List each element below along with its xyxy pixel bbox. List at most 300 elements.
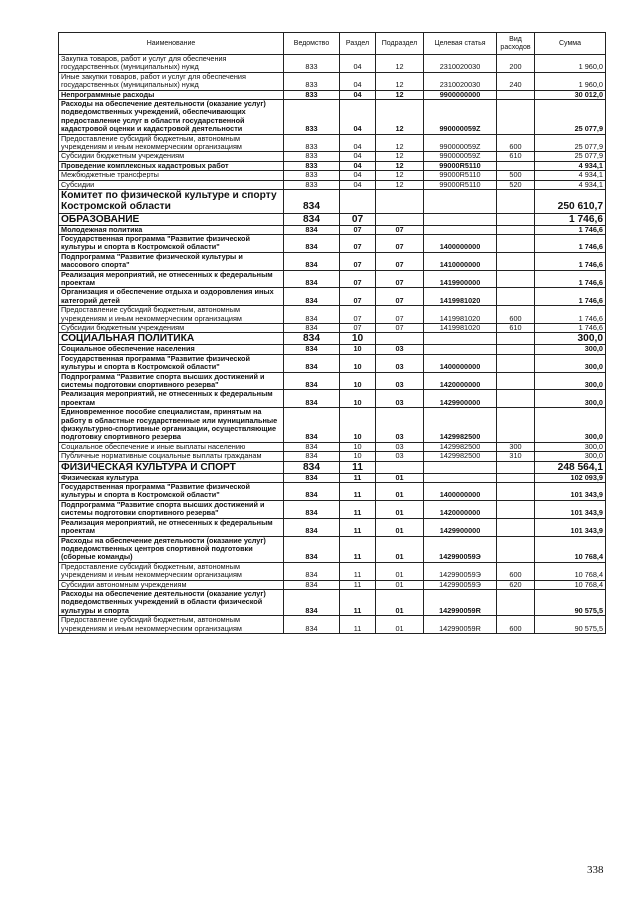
cell-razdel: 10 bbox=[340, 452, 376, 461]
table-row bbox=[59, 72, 606, 90]
cell-target-article: 99000R5110 bbox=[424, 171, 497, 180]
cell-podrazdel: 12 bbox=[376, 180, 424, 189]
cell-target-article: 1429982500 bbox=[424, 442, 497, 451]
cell-razdel: 10 bbox=[340, 442, 376, 451]
cell-podrazdel: 12 bbox=[376, 152, 424, 161]
cell-podrazdel: 03 bbox=[376, 452, 424, 461]
cell-expense-type: 610 bbox=[497, 152, 535, 161]
cell-razdel: 07 bbox=[340, 270, 376, 288]
cell-ved: 834 bbox=[284, 473, 340, 482]
cell-expense-type: 300 bbox=[497, 442, 535, 451]
cell-razdel: 04 bbox=[340, 100, 376, 135]
table-row bbox=[59, 213, 606, 225]
table-row bbox=[59, 589, 606, 615]
cell-name: Молодежная политика bbox=[59, 225, 284, 234]
cell-expense-type: 610 bbox=[497, 323, 535, 332]
cell-expense-type: 520 bbox=[497, 180, 535, 189]
cell-target-article: 142990059R bbox=[424, 589, 497, 615]
cell-podrazdel: 12 bbox=[376, 134, 424, 152]
cell-name: Расходы на обеспечение деятельности (оказание услуг) подведомственных учреждений, обеспечивающих предоставление услуг в области государственной кадастровой оценки и кадастровой деятельности bbox=[59, 100, 284, 135]
cell-razdel bbox=[340, 190, 376, 213]
cell-target-article: 1429982500 bbox=[424, 408, 497, 443]
cell-podrazdel: 01 bbox=[376, 562, 424, 580]
cell-podrazdel bbox=[376, 213, 424, 225]
cell-razdel: 10 bbox=[340, 408, 376, 443]
cell-sum: 101 343,9 bbox=[535, 518, 606, 536]
cell-sum: 10 768,4 bbox=[535, 580, 606, 589]
cell-podrazdel: 01 bbox=[376, 518, 424, 536]
cell-target-article: 1400000000 bbox=[424, 354, 497, 372]
cell-sum: 300,0 bbox=[535, 452, 606, 461]
cell-sum: 25 077,9 bbox=[535, 134, 606, 152]
cell-podrazdel: 12 bbox=[376, 55, 424, 73]
cell-sum: 300,0 bbox=[535, 354, 606, 372]
table-row bbox=[59, 152, 606, 161]
cell-name: Предоставление субсидий бюджетным, автономным учреждениям и иным некоммерческим организациям bbox=[59, 134, 284, 152]
cell-ved: 834 bbox=[284, 589, 340, 615]
cell-sum: 90 575,5 bbox=[535, 589, 606, 615]
cell-sum: 300,0 bbox=[535, 345, 606, 354]
cell-podrazdel: 01 bbox=[376, 483, 424, 501]
cell-razdel: 07 bbox=[340, 225, 376, 234]
cell-ved: 834 bbox=[284, 518, 340, 536]
cell-ved: 834 bbox=[284, 372, 340, 390]
cell-name: Реализация мероприятий, не отнесенных к федеральным проектам bbox=[59, 270, 284, 288]
table-row bbox=[59, 500, 606, 518]
page-number: 338 bbox=[587, 864, 604, 876]
cell-podrazdel: 12 bbox=[376, 161, 424, 170]
cell-razdel: 04 bbox=[340, 90, 376, 99]
cell-razdel: 04 bbox=[340, 180, 376, 189]
cell-target-article: 990000059Z bbox=[424, 100, 497, 135]
cell-razdel: 10 bbox=[340, 345, 376, 354]
cell-target-article: 142990059Э bbox=[424, 562, 497, 580]
cell-expense-type: 240 bbox=[497, 72, 535, 90]
cell-sum: 1 746,6 bbox=[535, 288, 606, 306]
cell-name: Государственная программа "Развитие физической культуры и спорта в Костромской области" bbox=[59, 483, 284, 501]
table-row bbox=[59, 90, 606, 99]
table-row bbox=[59, 580, 606, 589]
cell-name: Субсидии бюджетным учреждениям bbox=[59, 323, 284, 332]
cell-expense-type bbox=[497, 190, 535, 213]
cell-podrazdel: 03 bbox=[376, 372, 424, 390]
col-header-podrazdel: Подраздел bbox=[376, 33, 424, 55]
table-row bbox=[59, 252, 606, 270]
table-row bbox=[59, 333, 606, 345]
cell-sum: 300,0 bbox=[535, 442, 606, 451]
cell-target-article bbox=[424, 461, 497, 473]
cell-expense-type bbox=[497, 390, 535, 408]
cell-expense-type bbox=[497, 252, 535, 270]
cell-ved: 833 bbox=[284, 90, 340, 99]
cell-expense-type bbox=[497, 333, 535, 345]
budget-table bbox=[58, 32, 606, 634]
cell-target-article: 99000R5110 bbox=[424, 161, 497, 170]
table-row bbox=[59, 442, 606, 451]
table-row bbox=[59, 306, 606, 324]
cell-target-article: 1419981020 bbox=[424, 306, 497, 324]
cell-sum: 10 768,4 bbox=[535, 536, 606, 562]
cell-target-article: 2310020030 bbox=[424, 55, 497, 73]
cell-ved: 834 bbox=[284, 288, 340, 306]
cell-target-article: 142990059Э bbox=[424, 580, 497, 589]
cell-target-article bbox=[424, 345, 497, 354]
cell-sum: 101 343,9 bbox=[535, 483, 606, 501]
cell-target-article: 1419900000 bbox=[424, 270, 497, 288]
cell-expense-type bbox=[497, 354, 535, 372]
cell-razdel: 04 bbox=[340, 55, 376, 73]
cell-sum: 1 746,6 bbox=[535, 323, 606, 332]
cell-razdel: 07 bbox=[340, 306, 376, 324]
cell-target-article: 990000059Z bbox=[424, 152, 497, 161]
cell-podrazdel: 01 bbox=[376, 473, 424, 482]
cell-razdel: 10 bbox=[340, 372, 376, 390]
cell-expense-type bbox=[497, 473, 535, 482]
cell-razdel: 11 bbox=[340, 616, 376, 634]
cell-podrazdel: 07 bbox=[376, 288, 424, 306]
cell-target-article: 990000059Z bbox=[424, 134, 497, 152]
cell-sum: 4 934,1 bbox=[535, 171, 606, 180]
cell-name: Непрограммные расходы bbox=[59, 90, 284, 99]
cell-podrazdel bbox=[376, 190, 424, 213]
cell-name: ОБРАЗОВАНИЕ bbox=[59, 213, 284, 225]
cell-target-article bbox=[424, 473, 497, 482]
cell-podrazdel: 01 bbox=[376, 589, 424, 615]
cell-sum: 10 768,4 bbox=[535, 562, 606, 580]
cell-expense-type bbox=[497, 372, 535, 390]
cell-razdel: 07 bbox=[340, 323, 376, 332]
cell-expense-type bbox=[497, 234, 535, 252]
cell-podrazdel: 07 bbox=[376, 225, 424, 234]
cell-razdel: 10 bbox=[340, 354, 376, 372]
cell-ved: 834 bbox=[284, 536, 340, 562]
cell-ved: 833 bbox=[284, 134, 340, 152]
cell-name: Комитет по физической культуре и спорту Костромской области bbox=[59, 190, 284, 213]
cell-ved: 834 bbox=[284, 442, 340, 451]
table-row bbox=[59, 225, 606, 234]
cell-ved: 834 bbox=[284, 190, 340, 213]
cell-podrazdel: 03 bbox=[376, 354, 424, 372]
cell-ved: 834 bbox=[284, 354, 340, 372]
cell-expense-type bbox=[497, 345, 535, 354]
cell-name: Социальное обеспечение и иные выплаты населению bbox=[59, 442, 284, 451]
table-row bbox=[59, 345, 606, 354]
table-row bbox=[59, 408, 606, 443]
cell-expense-type bbox=[497, 483, 535, 501]
cell-ved: 834 bbox=[284, 345, 340, 354]
cell-ved: 833 bbox=[284, 180, 340, 189]
cell-expense-type bbox=[497, 225, 535, 234]
cell-ved: 833 bbox=[284, 100, 340, 135]
cell-ved: 834 bbox=[284, 213, 340, 225]
cell-target-article: 1429900000 bbox=[424, 518, 497, 536]
cell-razdel: 07 bbox=[340, 234, 376, 252]
cell-razdel: 04 bbox=[340, 171, 376, 180]
cell-expense-type bbox=[497, 100, 535, 135]
cell-podrazdel: 03 bbox=[376, 408, 424, 443]
cell-target-article: 1410000000 bbox=[424, 252, 497, 270]
table-header-row bbox=[59, 33, 606, 55]
cell-name: Расходы на обеспечение деятельности (оказание услуг) подведомственных центров спортивной подготовки (сборные команды) bbox=[59, 536, 284, 562]
cell-name: Государственная программа "Развитие физической культуры и спорта в Костромской области" bbox=[59, 234, 284, 252]
budget-page bbox=[58, 32, 605, 634]
cell-expense-type: 500 bbox=[497, 171, 535, 180]
cell-podrazdel: 01 bbox=[376, 536, 424, 562]
table-row bbox=[59, 390, 606, 408]
cell-name: Проведение комплексных кадастровых работ bbox=[59, 161, 284, 170]
table-row bbox=[59, 473, 606, 482]
cell-razdel: 11 bbox=[340, 518, 376, 536]
cell-name: СОЦИАЛЬНАЯ ПОЛИТИКА bbox=[59, 333, 284, 345]
table-row bbox=[59, 288, 606, 306]
cell-expense-type: 620 bbox=[497, 580, 535, 589]
cell-expense-type: 600 bbox=[497, 616, 535, 634]
table-row bbox=[59, 270, 606, 288]
cell-name: Физическая культура bbox=[59, 473, 284, 482]
cell-sum: 1 746,6 bbox=[535, 225, 606, 234]
cell-ved: 834 bbox=[284, 452, 340, 461]
cell-name: Единовременное пособие специалистам, принятым на работу в областные государственные или муниципальные физкультурно-спортивные организации, осуществляющие подготовку спортивного резерва bbox=[59, 408, 284, 443]
cell-sum: 25 077,9 bbox=[535, 152, 606, 161]
cell-sum: 300,0 bbox=[535, 372, 606, 390]
col-header-name: Наименование bbox=[59, 33, 284, 55]
cell-name: Субсидии автономным учреждениям bbox=[59, 580, 284, 589]
cell-ved: 833 bbox=[284, 55, 340, 73]
cell-podrazdel: 07 bbox=[376, 252, 424, 270]
cell-razdel: 10 bbox=[340, 390, 376, 408]
table-row bbox=[59, 180, 606, 189]
table-row bbox=[59, 372, 606, 390]
cell-sum: 102 093,9 bbox=[535, 473, 606, 482]
cell-razdel: 11 bbox=[340, 580, 376, 589]
cell-sum: 1 746,6 bbox=[535, 234, 606, 252]
cell-ved: 834 bbox=[284, 225, 340, 234]
cell-sum: 248 564,1 bbox=[535, 461, 606, 473]
cell-sum: 1 746,6 bbox=[535, 270, 606, 288]
cell-sum: 300,0 bbox=[535, 390, 606, 408]
cell-expense-type bbox=[497, 518, 535, 536]
cell-razdel: 11 bbox=[340, 536, 376, 562]
table-row bbox=[59, 190, 606, 213]
cell-podrazdel: 01 bbox=[376, 500, 424, 518]
cell-sum: 300,0 bbox=[535, 408, 606, 443]
table-row bbox=[59, 134, 606, 152]
cell-expense-type bbox=[497, 589, 535, 615]
table-row bbox=[59, 518, 606, 536]
table-row bbox=[59, 234, 606, 252]
cell-target-article bbox=[424, 190, 497, 213]
table-body bbox=[59, 55, 606, 634]
cell-ved: 834 bbox=[284, 483, 340, 501]
cell-podrazdel bbox=[376, 461, 424, 473]
cell-name: Реализация мероприятий, не отнесенных к федеральным проектам bbox=[59, 390, 284, 408]
cell-ved: 834 bbox=[284, 234, 340, 252]
cell-expense-type bbox=[497, 161, 535, 170]
table-row bbox=[59, 171, 606, 180]
cell-name: Подпрограмма "Развитие физической культуры и массового спорта" bbox=[59, 252, 284, 270]
table-row bbox=[59, 483, 606, 501]
table-row bbox=[59, 461, 606, 473]
cell-sum: 101 343,9 bbox=[535, 500, 606, 518]
cell-expense-type bbox=[497, 213, 535, 225]
table-row bbox=[59, 323, 606, 332]
cell-ved: 833 bbox=[284, 72, 340, 90]
cell-ved: 833 bbox=[284, 171, 340, 180]
cell-expense-type bbox=[497, 500, 535, 518]
cell-name: Субсидии бюджетным учреждениям bbox=[59, 152, 284, 161]
cell-ved: 834 bbox=[284, 270, 340, 288]
cell-ved: 833 bbox=[284, 152, 340, 161]
cell-razdel: 11 bbox=[340, 483, 376, 501]
cell-target-article: 1419981020 bbox=[424, 288, 497, 306]
cell-sum: 1 960,0 bbox=[535, 72, 606, 90]
cell-razdel: 04 bbox=[340, 152, 376, 161]
col-header-expense-type: Вид расходов bbox=[497, 33, 535, 55]
cell-sum: 30 012,0 bbox=[535, 90, 606, 99]
col-header-target-article: Целевая статья bbox=[424, 33, 497, 55]
cell-name: Предоставление субсидий бюджетным, автономным учреждениям и иным некоммерческим организациям bbox=[59, 306, 284, 324]
cell-podrazdel: 12 bbox=[376, 171, 424, 180]
cell-ved: 834 bbox=[284, 500, 340, 518]
cell-ved: 834 bbox=[284, 306, 340, 324]
cell-name: Публичные нормативные социальные выплаты гражданам bbox=[59, 452, 284, 461]
cell-target-article: 1429982500 bbox=[424, 452, 497, 461]
table-row bbox=[59, 55, 606, 73]
cell-podrazdel: 07 bbox=[376, 270, 424, 288]
cell-podrazdel: 07 bbox=[376, 306, 424, 324]
table-row bbox=[59, 161, 606, 170]
cell-razdel: 07 bbox=[340, 252, 376, 270]
cell-expense-type bbox=[497, 288, 535, 306]
cell-expense-type bbox=[497, 270, 535, 288]
cell-target-article: 142990059Э bbox=[424, 536, 497, 562]
cell-razdel: 04 bbox=[340, 161, 376, 170]
cell-sum: 1 746,6 bbox=[535, 252, 606, 270]
cell-name: Государственная программа "Развитие физической культуры и спорта в Костромской области" bbox=[59, 354, 284, 372]
cell-name: Социальное обеспечение населения bbox=[59, 345, 284, 354]
cell-sum: 300,0 bbox=[535, 333, 606, 345]
cell-podrazdel: 01 bbox=[376, 616, 424, 634]
cell-ved: 834 bbox=[284, 562, 340, 580]
cell-sum: 4 934,1 bbox=[535, 180, 606, 189]
cell-razdel: 04 bbox=[340, 72, 376, 90]
cell-podrazdel: 07 bbox=[376, 323, 424, 332]
cell-razdel: 11 bbox=[340, 562, 376, 580]
cell-podrazdel: 03 bbox=[376, 390, 424, 408]
cell-razdel: 07 bbox=[340, 288, 376, 306]
cell-sum: 90 575,5 bbox=[535, 616, 606, 634]
cell-expense-type: 600 bbox=[497, 306, 535, 324]
cell-expense-type: 600 bbox=[497, 562, 535, 580]
cell-target-article bbox=[424, 333, 497, 345]
table-row bbox=[59, 562, 606, 580]
cell-razdel: 11 bbox=[340, 589, 376, 615]
cell-sum: 1 746,6 bbox=[535, 306, 606, 324]
cell-ved: 834 bbox=[284, 616, 340, 634]
cell-razdel: 11 bbox=[340, 461, 376, 473]
cell-expense-type: 310 bbox=[497, 452, 535, 461]
cell-target-article: 1400000000 bbox=[424, 234, 497, 252]
cell-ved: 834 bbox=[284, 323, 340, 332]
cell-razdel: 11 bbox=[340, 500, 376, 518]
cell-expense-type bbox=[497, 536, 535, 562]
cell-target-article: 1420000000 bbox=[424, 500, 497, 518]
table-row bbox=[59, 100, 606, 135]
cell-name: Межбюджетные трансферты bbox=[59, 171, 284, 180]
cell-expense-type bbox=[497, 408, 535, 443]
cell-razdel: 07 bbox=[340, 213, 376, 225]
cell-ved: 834 bbox=[284, 390, 340, 408]
cell-podrazdel: 12 bbox=[376, 72, 424, 90]
cell-sum: 1 746,6 bbox=[535, 213, 606, 225]
cell-target-article bbox=[424, 213, 497, 225]
cell-target-article: 1400000000 bbox=[424, 483, 497, 501]
cell-name: Субсидии bbox=[59, 180, 284, 189]
cell-target-article: 1420000000 bbox=[424, 372, 497, 390]
col-header-ved: Ведомство bbox=[284, 33, 340, 55]
col-header-razdel: Раздел bbox=[340, 33, 376, 55]
cell-expense-type bbox=[497, 461, 535, 473]
table-row bbox=[59, 616, 606, 634]
cell-name: Реализация мероприятий, не отнесенных к федеральным проектам bbox=[59, 518, 284, 536]
cell-ved: 834 bbox=[284, 252, 340, 270]
cell-razdel: 04 bbox=[340, 134, 376, 152]
cell-name: Подпрограмма "Развитие спорта высших достижений и системы подготовки спортивного резерва" bbox=[59, 500, 284, 518]
cell-ved: 834 bbox=[284, 461, 340, 473]
cell-ved: 834 bbox=[284, 408, 340, 443]
cell-podrazdel: 01 bbox=[376, 580, 424, 589]
cell-sum: 1 960,0 bbox=[535, 55, 606, 73]
cell-razdel: 10 bbox=[340, 333, 376, 345]
cell-podrazdel: 03 bbox=[376, 442, 424, 451]
cell-name: ФИЗИЧЕСКАЯ КУЛЬТУРА И СПОРТ bbox=[59, 461, 284, 473]
cell-podrazdel: 07 bbox=[376, 234, 424, 252]
cell-target-article: 142990059R bbox=[424, 616, 497, 634]
cell-podrazdel: 12 bbox=[376, 100, 424, 135]
cell-name: Иные закупки товаров, работ и услуг для обеспечения государственных (муниципальных) нужд bbox=[59, 72, 284, 90]
cell-sum: 250 610,7 bbox=[535, 190, 606, 213]
cell-target-article: 1429900000 bbox=[424, 390, 497, 408]
cell-expense-type bbox=[497, 90, 535, 99]
cell-target-article: 1419981020 bbox=[424, 323, 497, 332]
cell-name: Расходы на обеспечение деятельности (оказание услуг) подведомственных учреждений в области физической культуры и спорта bbox=[59, 589, 284, 615]
table-row bbox=[59, 354, 606, 372]
cell-podrazdel bbox=[376, 333, 424, 345]
cell-expense-type: 200 bbox=[497, 55, 535, 73]
cell-target-article: 99000R5110 bbox=[424, 180, 497, 189]
table-row bbox=[59, 452, 606, 461]
cell-name: Подпрограмма "Развитие спорта высших достижений и системы подготовки спортивного резерва" bbox=[59, 372, 284, 390]
cell-name: Предоставление субсидий бюджетным, автономным учреждениям и иным некоммерческим организациям bbox=[59, 562, 284, 580]
cell-target-article: 2310020030 bbox=[424, 72, 497, 90]
cell-sum: 4 934,1 bbox=[535, 161, 606, 170]
cell-expense-type: 600 bbox=[497, 134, 535, 152]
cell-name: Закупка товаров, работ и услуг для обеспечения государственных (муниципальных) нужд bbox=[59, 55, 284, 73]
cell-podrazdel: 03 bbox=[376, 345, 424, 354]
cell-ved: 834 bbox=[284, 333, 340, 345]
cell-podrazdel: 12 bbox=[376, 90, 424, 99]
col-header-sum: Сумма bbox=[535, 33, 606, 55]
table-row bbox=[59, 536, 606, 562]
cell-sum: 25 077,9 bbox=[535, 100, 606, 135]
cell-ved: 833 bbox=[284, 161, 340, 170]
cell-name: Предоставление субсидий бюджетным, автономным учреждениям и иным некоммерческим организациям bbox=[59, 616, 284, 634]
cell-name: Организация и обеспечение отдыха и оздоровления иных категорий детей bbox=[59, 288, 284, 306]
cell-razdel: 11 bbox=[340, 473, 376, 482]
cell-target-article: 9900000000 bbox=[424, 90, 497, 99]
cell-ved: 834 bbox=[284, 580, 340, 589]
cell-target-article bbox=[424, 225, 497, 234]
